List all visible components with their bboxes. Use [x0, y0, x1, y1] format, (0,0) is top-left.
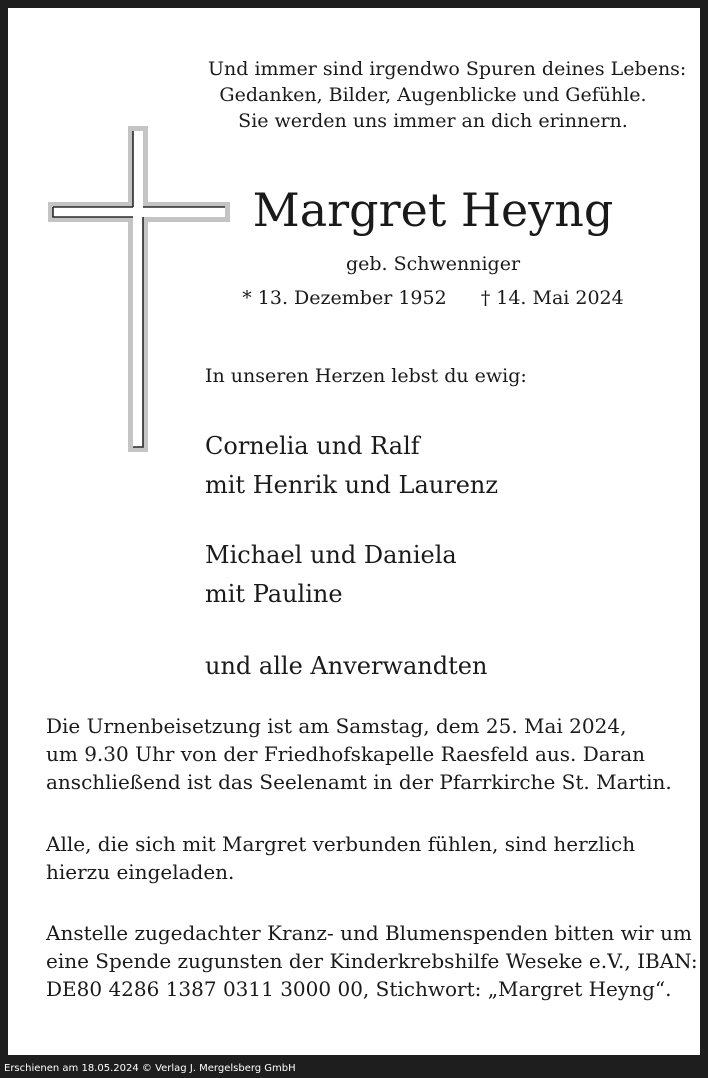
- mourner-line: und alle Anverwandten: [205, 652, 488, 680]
- mourner-group: [205, 536, 457, 614]
- mourner-line: mit Henrik und Laurenz: [205, 471, 499, 499]
- mourner-group: [205, 647, 487, 686]
- mourner-line: mit Pauline: [205, 580, 343, 608]
- maiden-name: geb. Schwenniger: [345, 253, 521, 275]
- text-line: Alle, die sich mit Margret verbunden fühlen, sind herzlich: [46, 832, 636, 856]
- text-line: anschließend ist das Seelenamt in der Pfarrkirche St. Martin.: [46, 770, 672, 794]
- deceased-name: Margret Heyng: [252, 183, 614, 237]
- cross-icon: [48, 126, 230, 452]
- publication-footer: Erschienen am 18.05.2024 © Verlag J. Mergelsberg GmbH: [4, 1063, 296, 1074]
- text-line: Die Urnenbeisetzung ist am Samstag, dem 25. Mai 2024,: [46, 714, 627, 738]
- donation-request: [46, 919, 698, 1003]
- mourner-group: [205, 427, 498, 505]
- birth-date: * 13. Dezember 1952: [242, 287, 447, 309]
- mourner-line: Michael und Daniela: [205, 541, 457, 569]
- verse-line: Gedanken, Bilder, Augenblicke und Gefühle.: [219, 84, 647, 106]
- obituary-notice: [8, 8, 700, 1055]
- text-line: eine Spende zugunsten der Kinderkrebshilfe Weseke e.V., IBAN:: [46, 949, 698, 973]
- memorial-verse: [208, 56, 687, 134]
- death-date: † 14. Mai 2024: [480, 287, 624, 309]
- invitation-text: [46, 830, 686, 886]
- mourners-intro: In unseren Herzen lebst du ewig:: [205, 365, 527, 387]
- text-line: Anstelle zugedachter Kranz- und Blumenspenden bitten wir um: [46, 921, 692, 945]
- verse-line: Sie werden uns immer an dich erinnern.: [238, 110, 628, 132]
- text-line: um 9.30 Uhr von der Friedhofskapelle Raesfeld aus. Daran: [46, 742, 646, 766]
- funeral-details: [46, 712, 686, 796]
- text-line: DE80 4286 1387 0311 3000 00, Stichwort: „Margret Heyng“.: [46, 977, 672, 1001]
- mourner-line: Cornelia und Ralf: [205, 432, 420, 460]
- text-line: hierzu eingeladen.: [46, 860, 235, 884]
- life-dates: [208, 285, 658, 311]
- verse-line: Und immer sind irgendwo Spuren deines Lebens:: [208, 58, 687, 80]
